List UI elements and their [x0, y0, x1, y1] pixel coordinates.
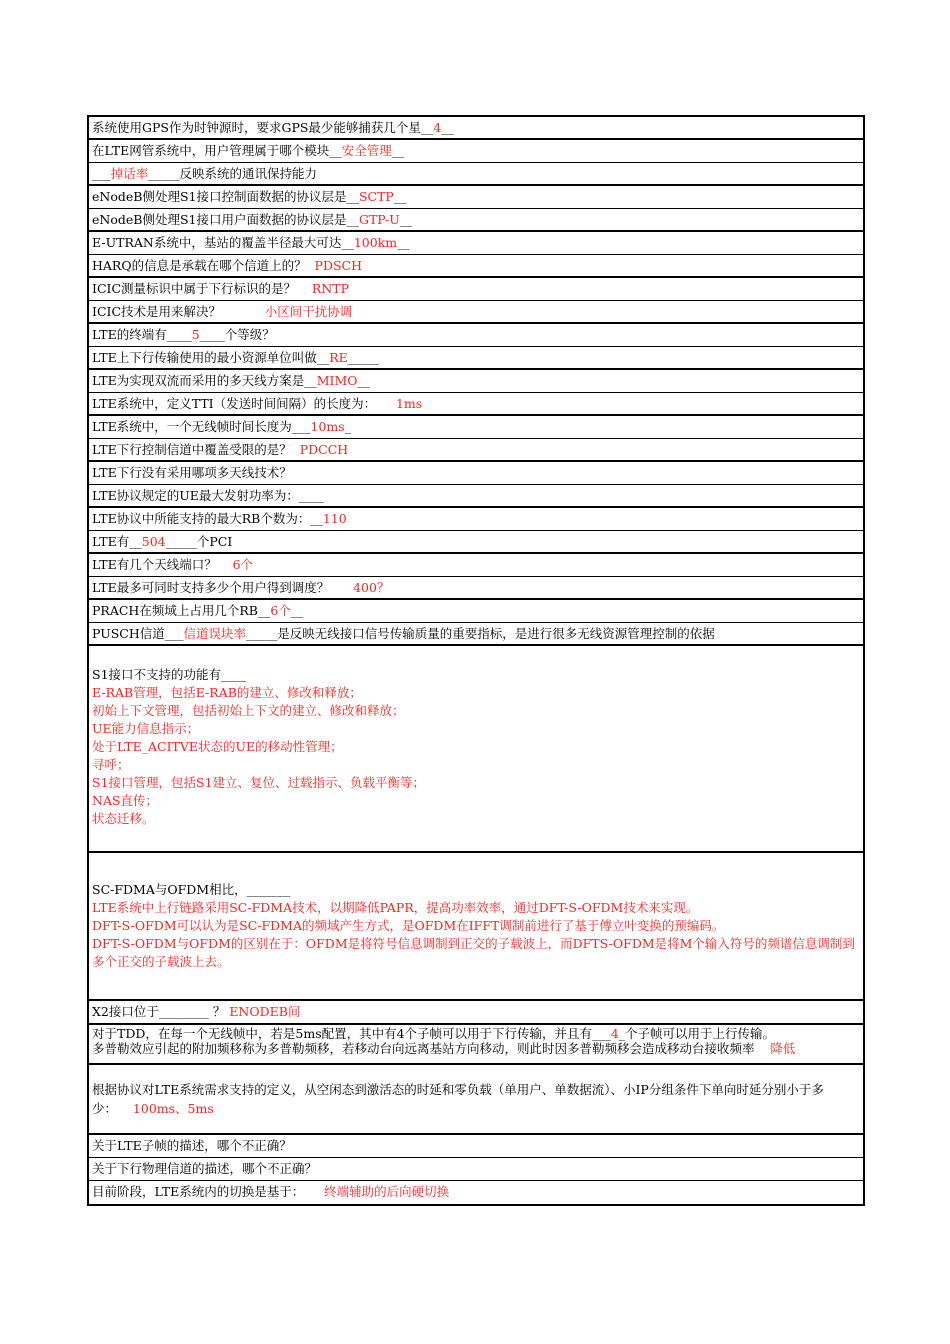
- question-text: S1接口不支持的功能有____: [92, 667, 247, 682]
- question-text: eNodeB侧处理S1接口用户面数据的协议层是: [92, 212, 347, 227]
- question-text: LTE有: [92, 534, 130, 549]
- answer-text: 110: [322, 511, 347, 526]
- question-text: LTE的终端有: [92, 327, 167, 342]
- answer-text: DFT-S-OFDM可以认为是SC-FDMA的频域产生方式，是OFDM在IFFT调制前进行了基于傅立叶变换的预编码。: [92, 918, 725, 933]
- table-row: [89, 324, 863, 347]
- answer-text: 100km: [353, 235, 398, 250]
- question-text: ____个等级？: [199, 327, 275, 342]
- question-text: 多普勒效应引起的附加频移称为多普勒频移，若移动台向远离基站方向移动，则此时因多普勒频移会造成移动台接收频率: [92, 1041, 755, 1056]
- table-row: [89, 623, 863, 646]
- blank: ___: [291, 419, 311, 434]
- blank: ____: [166, 327, 192, 342]
- blank: [292, 442, 300, 457]
- blank: __: [346, 212, 359, 227]
- answer-text: ENODEB间: [229, 1004, 301, 1019]
- table-row: [89, 554, 863, 577]
- answer-text: 10ms: [310, 419, 345, 434]
- scfdma-question-cell: [89, 853, 863, 1001]
- question-text: LTE下行没有采用哪项多天线技术？: [92, 465, 292, 480]
- table-row: [89, 140, 863, 163]
- blank: __: [420, 120, 434, 135]
- answer-text: RNTP: [311, 281, 350, 296]
- table-row: [89, 186, 863, 209]
- answer-text: SCTP: [358, 189, 394, 204]
- blank: [307, 258, 315, 273]
- answer-text: 6个: [270, 603, 291, 618]
- question-table: [87, 115, 865, 1206]
- blank: [296, 281, 312, 296]
- question-text: LTE为实现双流而采用的多天线方案是: [92, 373, 305, 388]
- answer-text: E-RAB管理，包括E-RAB的建立、修改和释放；: [92, 685, 362, 700]
- answer-text: S1接口管理，包括S1建立、复位、过载指示、负载平衡等；: [92, 775, 426, 790]
- table-row: [89, 1158, 863, 1181]
- answer-text: 100ms、5ms: [132, 1101, 214, 1116]
- answer-text: 4: [610, 1026, 619, 1041]
- question-text: __: [393, 189, 407, 204]
- answer-text: 小区间干扰协调: [264, 304, 353, 319]
- question-text: LTE有几个天线端口？: [92, 557, 217, 572]
- question-text: ICIC技术是用来解决？: [92, 304, 222, 319]
- blank: [376, 396, 396, 411]
- table-row: [89, 117, 863, 140]
- table-row: [89, 393, 863, 416]
- question-text: _____个PCI: [165, 534, 233, 549]
- question-text: 关于LTE子帧的描述，哪个不正确？: [92, 1138, 292, 1153]
- question-text: eNodeB侧处理S1接口控制面数据的协议层是: [92, 189, 347, 204]
- answer-text: MIMO: [316, 373, 358, 388]
- blank: __: [304, 373, 317, 388]
- answer-text: 504: [141, 534, 166, 549]
- question-text: LTE上下行传输使用的最小资源单位叫做: [92, 350, 317, 365]
- table-row: [89, 278, 863, 301]
- s1-question-cell: [89, 646, 863, 853]
- blank: __: [316, 350, 330, 365]
- question-text: SC-FDMA与OFDM相比，_______: [92, 882, 291, 897]
- answer-text: 状态迁移。: [92, 811, 155, 826]
- question-text: __: [357, 373, 371, 388]
- answer-text: 终端辅助的后向硬切换: [324, 1184, 450, 1199]
- question-text: X2接口位于________ ？: [92, 1004, 230, 1019]
- answer-text: 400？: [353, 580, 390, 595]
- answer-text: 掉话率: [110, 166, 149, 181]
- question-text: _: [344, 419, 351, 434]
- blank: __: [310, 511, 323, 526]
- blank: __: [341, 235, 354, 250]
- answer-text: 信道误块率: [183, 626, 247, 641]
- question-text: ___: [92, 166, 111, 181]
- question-text: _____是反映无线接口信号传输质量的重要指标，是进行很多无线资源管理控制的依据: [246, 626, 715, 641]
- answer-text: LTE系统中上行链路采用SC-FDMA技术，以期降低PAPR，提高功率效率，通过DFT-S-OFDM技术来实现。: [92, 900, 699, 915]
- blank: [304, 1184, 324, 1199]
- question-text: _____: [347, 350, 380, 365]
- question-text: _____反映系统的通讯保持能力: [148, 166, 318, 181]
- blank: __: [129, 534, 142, 549]
- answer-text: 初始上下文管理，包括初始上下文的建立、修改和释放；: [92, 703, 405, 718]
- answer-text: PDSCH: [314, 258, 363, 273]
- table-row: [89, 485, 863, 508]
- table-row: [89, 209, 863, 232]
- table-row: [89, 163, 863, 186]
- table-row: [89, 370, 863, 393]
- table-row: [89, 462, 863, 485]
- answer-text: RE: [329, 350, 348, 365]
- answer-text: PDCCH: [299, 442, 349, 457]
- table-row: [89, 508, 863, 531]
- answer-text: 安全管理: [341, 143, 392, 158]
- table-row: [89, 301, 863, 324]
- question-text: __: [399, 212, 413, 227]
- table-row: [89, 232, 863, 255]
- question-text: E-UTRAN系统中，基站的覆盖半径最大可达: [92, 235, 342, 250]
- table-row: [89, 255, 863, 278]
- blank: ___: [164, 626, 184, 641]
- answer-text: 5: [191, 327, 200, 342]
- question-text: LTE协议中所能支持的最大RB个数为：: [92, 511, 311, 526]
- answer-text: 降低: [770, 1041, 796, 1056]
- question-text: 关于下行物理信道的描述，哪个不正确？: [92, 1161, 318, 1176]
- question-text: LTE下行控制信道中覆盖受限的是？: [92, 442, 292, 457]
- question-text: ICIC测量标识中属于下行标识的是？: [92, 281, 297, 296]
- question-text: 目前阶段，LTE系统内的切换是基于：: [92, 1184, 305, 1199]
- table-row: [89, 600, 863, 623]
- answer-text: GTP-U: [358, 212, 400, 227]
- question-text: __: [441, 120, 454, 135]
- answer-text: 寻呼；: [92, 757, 130, 772]
- question-text: LTE最多可同时支持多少个用户得到调度？: [92, 580, 330, 595]
- blank: __: [329, 143, 342, 158]
- answer-text: DFT-S-OFDM与OFDM的区别在于：OFDM是将符号信息调制到正交的子载波上，而DFTS-OFDM是将M个输入符号的频谱信息调制到多个正交的子载波上去。: [92, 936, 855, 969]
- question-text: LTE协议规定的UE最大发射功率为：____: [92, 488, 324, 503]
- table-row: [89, 347, 863, 370]
- question-text: LTE系统中，定义TTI（发送时间间隔）的长度为：: [92, 396, 377, 411]
- table-row: [89, 1181, 863, 1204]
- answer-text: NAS直传；: [92, 793, 159, 808]
- question-text: 系统使用GPS作为时钟源时，要求GPS最少能够捕获几个星: [92, 120, 421, 135]
- question-text: LTE系统中，一个无线帧时间长度为: [92, 419, 292, 434]
- table-row: [89, 1135, 863, 1158]
- question-text: __: [391, 143, 405, 158]
- blank: [221, 304, 265, 319]
- question-text: PUSCH信道: [92, 626, 165, 641]
- answer-text: 6个: [232, 557, 254, 572]
- question-text: __: [290, 603, 304, 618]
- question-text: 根据协议对LTE系统需求支持的定义，从空闲态到激活态的时延和零负载（单用户、单数据流）、小IP分组条件下单向时延分别小于多少：: [92, 1082, 824, 1116]
- question-text: PRACH在频域上占用几个RB: [92, 603, 258, 618]
- table-row: [89, 577, 863, 600]
- table-row: [89, 439, 863, 462]
- answer-text: 1ms: [395, 396, 423, 411]
- answer-text: UE能力信息指示；: [92, 721, 200, 736]
- blank: [755, 1041, 771, 1056]
- question-text: 对于TDD，在每一个无线帧中，若是5ms配置，其中有4个子帧可以用于下行传输，并且有: [92, 1026, 593, 1041]
- blank: __: [257, 603, 271, 618]
- blank: [329, 580, 353, 595]
- table-row: [89, 1001, 863, 1025]
- blank: [217, 557, 233, 572]
- table-row: [89, 531, 863, 554]
- blank: ___: [592, 1026, 611, 1041]
- question-text: _个子帧可以用于上行传输。: [618, 1026, 776, 1041]
- table-row: [89, 1065, 863, 1135]
- question-text: __: [397, 235, 410, 250]
- table-row: [89, 416, 863, 439]
- answer-text: 4: [433, 120, 442, 135]
- blank: [117, 1101, 133, 1116]
- answer-text: 处于LTE_ACITVE状态的UE的移动性管理；: [92, 739, 343, 754]
- blank: __: [346, 189, 359, 204]
- question-text: HARQ的信息是承载在哪个信道上的？: [92, 258, 307, 273]
- question-text: 在LTE网管系统中，用户管理属于哪个模块: [92, 143, 330, 158]
- table-row: [89, 1041, 863, 1065]
